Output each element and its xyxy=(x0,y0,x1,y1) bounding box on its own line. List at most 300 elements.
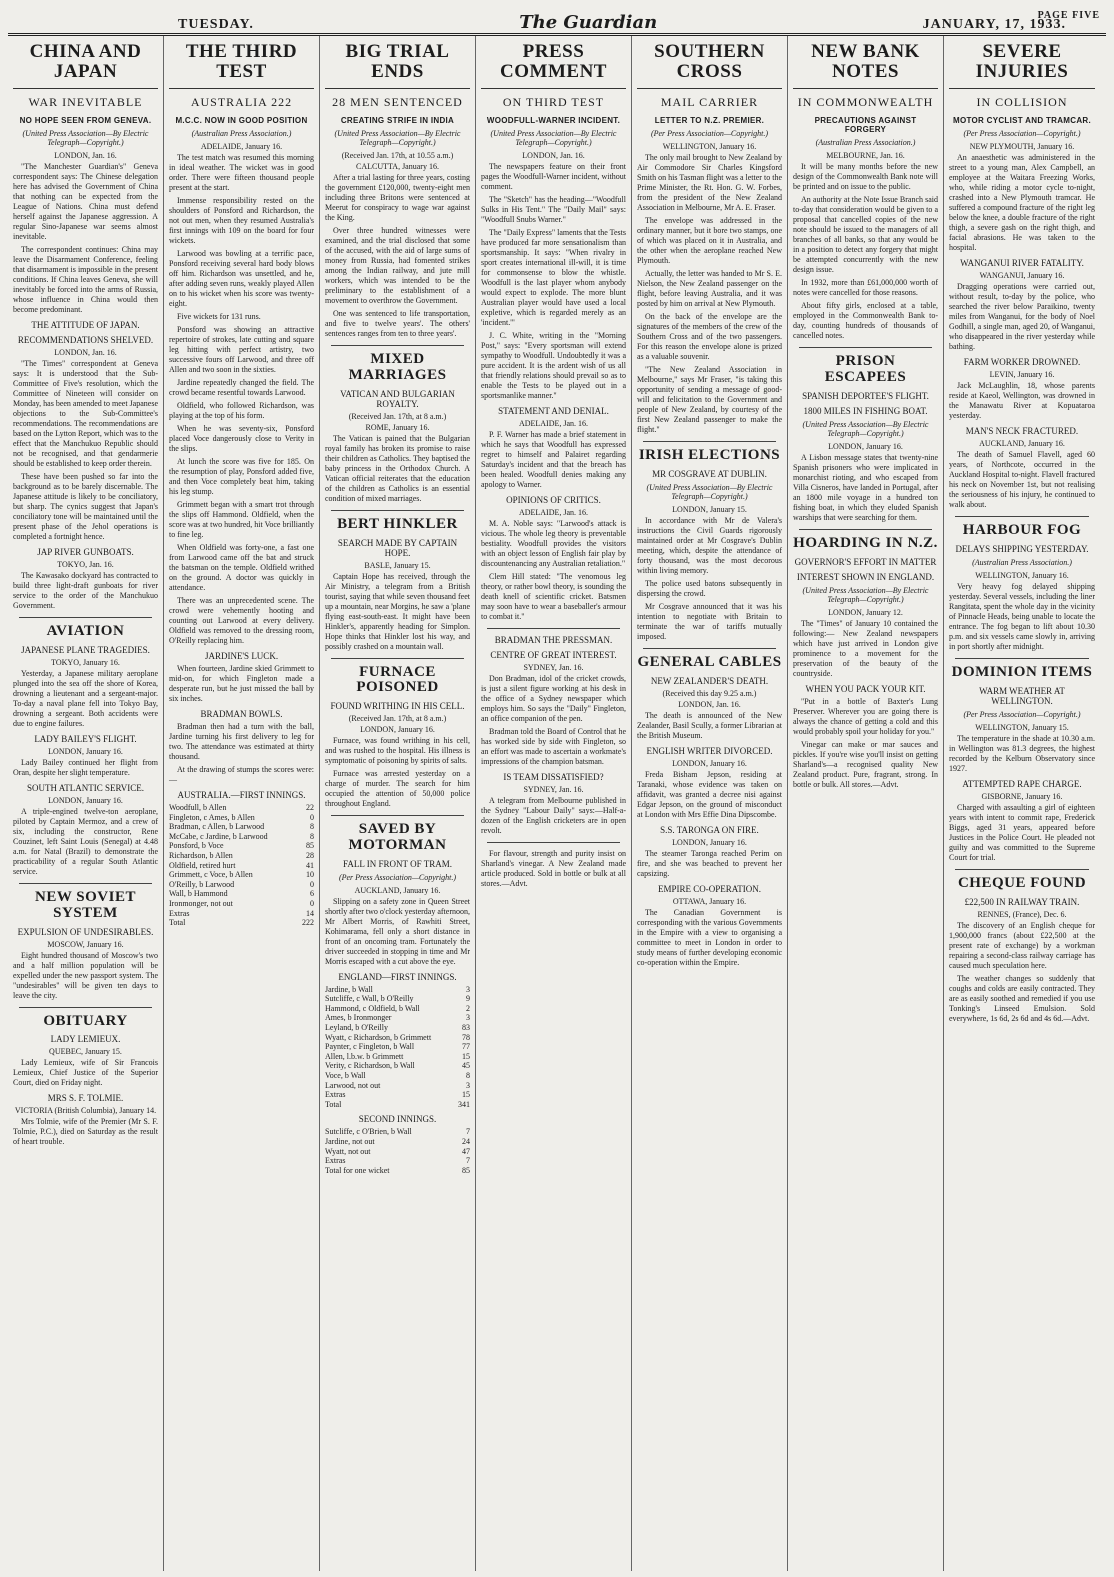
score-batsman: Ponsford, b Voce xyxy=(169,841,224,851)
wire-credit: (Australian Press Association.) xyxy=(972,557,1072,567)
headline: BIG TRIAL ENDS xyxy=(325,42,470,89)
paragraph: P. F. Warner has made a brief statement in which he says that Woodfull has expressed regret to himself and Palairet regarding Saturday's incident and that the breach has been healed. Woodfull denies making any apology to Warner. xyxy=(481,430,626,490)
score-row xyxy=(169,832,314,842)
score-batsman: Wall, b Hammond xyxy=(169,889,228,899)
score-batsman: Wyatt, c Richardson, b Grimmett xyxy=(325,1032,432,1042)
wire-credit: (United Press Association—By Electric Telegraph—Copyright.) xyxy=(22,128,149,148)
dateline: LONDON, Jan. 16. xyxy=(54,348,117,358)
divider xyxy=(955,516,1089,517)
headline: MIXED MARRIAGES xyxy=(348,351,447,383)
headline: FURNACE POISONED xyxy=(356,663,439,696)
score-batsman: O'Reilly, b Larwood xyxy=(169,879,235,889)
score-runs: 22 xyxy=(306,803,314,813)
paragraph: At the drawing of stumps the scores were:— xyxy=(169,765,314,785)
paragraph: The Vatican is pained that the Bulgarian royal family has broken its promise to raise their children as Catholics. They baptised the baby princess in the Orthodox Church. A Vatican official reiterates that the education of the children as Catholics is an essential condition of mixed marriages. xyxy=(325,433,470,503)
score-runs: 7 xyxy=(466,1127,470,1137)
wire-credit: (Australian Press Association.) xyxy=(815,137,916,147)
paragraph: In 1932, more than £61,000,000 worth of notes were cancelled for those reasons. xyxy=(793,278,938,298)
paragraph: Actually, the letter was handed to Mr S. E. Nielson, the New Zealand passenger on the flight, before leaving Australia, and it was posted by him on arrival at New Plymouth. xyxy=(637,269,782,309)
headline: OBITUARY xyxy=(43,1012,128,1029)
scorecard xyxy=(325,985,470,1110)
dateline: LONDON, Jan. 16. xyxy=(54,151,117,161)
divider xyxy=(643,441,776,442)
advertisement: The weather changes so suddenly that coughs and colds are easily contracted. They are as easily soothed and remedied if you use Tonking's Linseed Emulsion. Sold everywhere, 1s 6d, 2s 6d and 4s 6d.—Advt. xyxy=(949,973,1095,1023)
paragraph: The "Sketch" has the heading—"Woodfull Sulks in His Tent." The "Daily Mail" says: "Woodfull Snubs Warner." xyxy=(481,195,626,225)
score-runs: 8 xyxy=(310,831,314,841)
paragraph: After a trial lasting for three years, costing the government £120,000, twenty-eight men including three Britons were sentenced at Meerut for conspiracy to wage war against the King. xyxy=(325,173,470,223)
divider xyxy=(19,617,152,618)
score-runs: 15 xyxy=(462,1051,470,1061)
subheadline: AUSTRALIA 222 xyxy=(190,94,293,109)
paragraph: Bradman told the Board of Control that he has worked side by side with Fingleton, so an effort was made to ascertain a workmate's impressions of the champion batsman. xyxy=(481,727,626,767)
dateline: (Received this day 9.25 a.m.) xyxy=(662,688,757,698)
paragraph: About fifty girls, enclosed at a table, employed in the Commonwealth Bank to-day, counting hundreds of thousands of cancelled notes. xyxy=(793,301,938,341)
score-row xyxy=(169,841,314,851)
dateline: (Received Jan. 17th, at 8 a.m.) xyxy=(348,714,447,723)
paragraph: The death of Samuel Flavell, aged 60 years, of Northcote, occurred in the Auckland Hospital to-night. Flavell fractured his neck on November 1st, but not realising the seriousness of his injury, he continued to walk about. xyxy=(949,450,1095,510)
score-row xyxy=(325,1061,470,1071)
score-batsman: Total for one wicket xyxy=(325,1165,390,1175)
score-row xyxy=(169,889,314,899)
dateline: SYDNEY, Jan. 16. xyxy=(523,663,584,673)
paragraph: The death is announced of the New Zealander, Basil Scully, a former Librarian at the British Museum. xyxy=(637,710,782,740)
headline: SOUTHERN CROSS xyxy=(637,42,782,89)
headline: CHINA AND JAPAN xyxy=(13,42,158,89)
section-heading: LADY BAILEY'S FLIGHT. xyxy=(34,734,137,744)
score-batsman: Woodfull, b Allen xyxy=(169,803,227,813)
paragraph: Bradman then had a turn with the ball, Jardine turning his first delivery to leg for two. The attendance was estimated at thirty thousand. xyxy=(169,722,314,762)
score-runs: 8 xyxy=(466,1071,470,1081)
score-batsman: Leyland, b O'Reilly xyxy=(325,1023,388,1033)
score-row xyxy=(325,1033,470,1043)
subheadline-small: M.C.C. NOW IN GOOD POSITION xyxy=(175,115,308,125)
paragraph: Five wickets for 131 runs. xyxy=(177,312,261,322)
divider xyxy=(643,648,776,649)
paragraph: A triple-engined twelve-ton aeroplane, piloted by Captain Mermoz, and a crew of six, including the constructor, Rene Couzinet, left Saint Louis (Senegal) at 4.48 a.m. for Natal (Brazil) to demonstrate the practicability of a regular South Atlantic service. xyxy=(13,807,158,876)
dateline: AUCKLAND, January 16. xyxy=(354,885,441,895)
score-runs: 77 xyxy=(462,1042,470,1052)
advertisement: For flavour, strength and purity insist on Sharland's vinegar. A New Zealand made article produced. Sold in bottle or bulk at all stores.—Advt. xyxy=(481,849,626,889)
wire-credit: (Australian Press Association.) xyxy=(191,128,292,138)
subheadline-small: WOODFULL-WARNER INCIDENT. xyxy=(486,115,621,125)
score-batsman: Extras xyxy=(325,1156,346,1166)
subheadline-small: LETTER TO N.Z. PREMIER. xyxy=(654,115,765,125)
paragraph: The envelope was addressed in the ordinary manner, but it bore two stamps, one of which was placed on it in Australia, and the other when the aeroplane reached New Plymouth. xyxy=(637,216,782,266)
dateline: SYDNEY, Jan. 16. xyxy=(523,785,584,795)
divider xyxy=(331,815,464,816)
paragraph: The Kawasako dockyard has contracted to build three light-draft gunboats for river service to the order of the Manchukuo Government. xyxy=(13,571,158,611)
dateline: RENNES, (France), Dec. 6. xyxy=(977,909,1067,919)
dateline: CALCUTTA, January 16. xyxy=(356,162,439,172)
paragraph: Larwood was bowling at a terrific pace, Ponsford receiving several hard body blows off him. Richardson was unsettled, and he, after adding seven runs, weakly played Allen on to his wicket when his score was twenty-eight. xyxy=(169,249,314,309)
section-subheading: RECOMMENDATIONS SHELVED. xyxy=(17,335,154,346)
paragraph: When fourteen, Jardine skied Grimmett to mid-on, for which Fingleton made a desperate run, but he just missed the ball by six inches. xyxy=(169,664,314,704)
score-row xyxy=(325,1071,470,1081)
score-row xyxy=(169,899,314,909)
paragraph: Jardine repeatedly changed the field. The crowd became resentful towards Larwood. xyxy=(169,378,314,398)
score-batsman: Jardine, not out xyxy=(325,1137,375,1146)
paragraph: "The New Zealand Association in Melbourne," says Mr Fraser, "is taking this opportunity of sending a message of good-will and felicitation to the Government and people of New Zealand, by courtesy of the first New Zealand passenger to make the flight." xyxy=(637,365,782,435)
paragraph: The steamer Taronga reached Perim on fire, and she was beached to prevent her capsizing. xyxy=(637,848,782,878)
paragraph: These have been pushed so far into the background as to be barely discernable. The Japanese attitude is likely to be conciliatory, but sharp. The cynics suggest that Japan's conciliatory tone will be maintained until the present phase of the Jehol operations is completed a fortnight hence. xyxy=(13,472,158,542)
section-heading: BRADMAN THE PRESSMAN. xyxy=(494,635,613,646)
paragraph: Eight hundred thousand of Moscow's two and a half million population will be expelled under the new passport system. The "undesirables" will be given ten days to leave the city. xyxy=(13,950,158,1000)
section-subheading: 1800 MILES IN FISHING BOAT. xyxy=(803,405,928,416)
dateline: LEVIN, January 16. xyxy=(989,370,1055,380)
wire-credit: (United Press Association—By Electric Telegraph—Copyright.) xyxy=(802,585,929,604)
paragraph: Grimmett began with a smart trot through the slips off Hammond. Oldfield, when the score was at two hundred, hit Voce brilliantly to fine leg. xyxy=(169,500,315,540)
headline: CHEQUE FOUND xyxy=(957,874,1087,891)
wire-credit: (United Press Association—By Electric Telegraph—Copyright.) xyxy=(802,419,929,438)
score-batsman: Hammond, c Oldfield, b Wall xyxy=(325,1003,420,1013)
paragraph: A Lisbon message states that twenty-nine Spanish prisoners who were implicated in monarchist rioting, and who escaped from Villa Cisneros, have landed in Portugal, after an 1800 mile voyage in a hundred ton fishing boat, in which they eluded Spanish warships that were searching for them. xyxy=(793,452,938,522)
column-6 xyxy=(788,36,944,1571)
headline: HOARDING IN N.Z. xyxy=(793,534,938,551)
paragraph: In accordance with Mr de Valera's instructions the Civil Guards rigorously maintained order at Mr Cosgrave's Dublin meeting, which, despite the attendance of forty thousand, was the most decorous within living memory. xyxy=(637,516,782,576)
score-batsman: Extras xyxy=(325,1090,346,1100)
paragraph: Furnace, was found writhing in his cell, and was rushed to the hospital. His illness is symptomatic of poisoning by spirits of salts. xyxy=(325,736,470,765)
score-runs: 85 xyxy=(462,1165,470,1175)
score-row xyxy=(169,813,314,823)
dateline: LONDON, January 16. xyxy=(828,441,903,451)
score-runs: 222 xyxy=(302,918,314,928)
dateline: ADELAIDE, January 16. xyxy=(200,142,283,152)
headline: THE THIRD TEST xyxy=(169,42,314,89)
scorecard xyxy=(169,803,314,928)
subheadline-small: PRECAUTIONS AGAINST FORGERY xyxy=(814,115,917,134)
score-batsman: Voce, b Wall xyxy=(325,1071,366,1081)
dateline: LONDON, January 15. xyxy=(672,505,747,515)
divider xyxy=(331,510,464,511)
dateline: LONDON, January 12. xyxy=(828,608,903,618)
headline: IRISH ELECTIONS xyxy=(638,447,781,464)
divider xyxy=(799,529,932,530)
advertisement: Vinegar can make or mar sauces and pickles. If you're wise you'll insist on getting Sharland's—a recognised quality New Zealand product. Pure, fragrant, strong. In bottle or bulk. All stores.—Advt. xyxy=(793,740,938,790)
subheadline: ON THIRD TEST xyxy=(502,94,605,109)
divider xyxy=(799,347,932,348)
paragraph: Oldfield, who followed Richardson, was playing at the top of his form. xyxy=(169,401,314,421)
wire-credit: (Per Press Association—Copyright.) xyxy=(650,128,769,138)
paragraph: "The Times" correspondent at Geneva says: It is understood that the Sub-Committee of Five's resolution, which the Committee of Nineteen will consider on Monday, has been amended to meet Japanese objections to the Sub-Committee's recommendations. The recommendations are based on the Lytton Report, which was to the effect that the Manchukuo Republic should not be recognised, and that gendarmerie should be established to keep order therein. xyxy=(13,359,158,469)
score-batsman: Verity, c Richardson, b Wall xyxy=(325,1061,415,1071)
score-runs: 0 xyxy=(310,899,314,908)
section-heading: STATEMENT AND DENIAL. xyxy=(498,406,609,417)
subheadline: WAR INEVITABLE xyxy=(28,94,143,109)
section-heading: IS TEAM DISSATISFIED? xyxy=(503,772,604,783)
score-row xyxy=(169,851,314,861)
column-1 xyxy=(8,36,164,1571)
section-heading: S.S. TARONGA ON FIRE. xyxy=(660,824,759,835)
score-batsman: Extras xyxy=(169,908,190,918)
paragraph: Immense responsibility rested on the shoulders of Ponsford and Richardson, the not out men, when they resumed Australia's first innings with 109 on the board for four wickets. xyxy=(169,196,314,246)
score-row xyxy=(325,1052,470,1062)
paragraph: Freda Bisham Jepson, residing at Taranaki, whose evidence was taken on affidavit, was granted a decree nisi against Edgar Jepson, on the ground of misconduct at London with Mrs Effie Dina Dipscombe. xyxy=(637,769,782,819)
score-row xyxy=(325,994,470,1004)
score-batsman: Jardine, b Wall xyxy=(325,984,373,994)
score-batsman: Bradman, c Allen, b Larwood xyxy=(169,822,265,832)
score-runs: 47 xyxy=(462,1146,470,1156)
dateline: (Received Jan. 17th, at 10.55 a.m.) xyxy=(341,151,454,161)
score-runs: 28 xyxy=(306,851,314,861)
score-row xyxy=(169,870,314,880)
headline: DOMINION ITEMS xyxy=(951,664,1093,680)
headline: NEW SOVIET SYSTEM xyxy=(34,889,136,921)
section-heading: OPINIONS OF CRITICS. xyxy=(506,495,601,506)
dateline: ROME, January 16. xyxy=(365,422,430,432)
score-row xyxy=(325,1166,470,1176)
section-subheading: SPANISH DEPORTEE'S FLIGHT. xyxy=(802,390,929,401)
headline: PRESS COMMENT xyxy=(481,42,626,89)
paragraph: Slipping on a safety zone in Queen Street shortly after two o'clock yesterday afternoon, Mr Albert Morris, of Rawhiti Street, Kohimarama, fell only a short distance in front of an oncoming tram. Fortunately the driver succeeded in stopping in time and Mr Morris escaped with a cut above the eye. xyxy=(325,896,470,966)
subheadline: IN COMMONWEALTH xyxy=(797,94,934,109)
scorecard-title: ENGLAND—FIRST INNINGS. xyxy=(338,971,457,982)
section-subheading: EXPULSION OF UNDESIRABLES. xyxy=(17,926,154,937)
dateline: LONDON, Jan. 16. xyxy=(522,151,585,161)
subheadline-small: MOTOR CYCLIST AND TRAMCAR. xyxy=(952,115,1091,125)
score-batsman: Grimmett, c Voce, b Allen xyxy=(169,870,253,880)
dateline: OTTAWA, January 16. xyxy=(672,896,747,906)
section-subheading: JAPANESE PLANE TRAGEDIES. xyxy=(21,645,150,655)
section-heading: THE ATTITUDE OF JAPAN. xyxy=(31,320,140,331)
masthead-day: TUESDAY. xyxy=(178,17,254,32)
section-heading: SOUTH ATLANTIC SERVICE. xyxy=(26,783,145,793)
paragraph: The newspapers feature on their front pages the Woodfull-Warner incident, without comment. xyxy=(481,162,626,192)
paragraph: "The Manchester Guardian's" Geneva correspondent says: The Chinese delegation here has advised the Government of China that nothing can be expected from the League of Nations. China must defend herself against the Japanese aggression. A regular Sino-Japanese war seems almost inevitable. xyxy=(13,162,158,242)
score-runs: 7 xyxy=(466,1156,470,1166)
headline: NEW BANK NOTES xyxy=(793,42,938,89)
wire-credit: (Per Press Association—Copyright.) xyxy=(963,128,1081,138)
subheadline-small: NO HOPE SEEN FROM GENEVA. xyxy=(19,115,152,125)
scorecard-title: AUSTRALIA.—FIRST INNINGS. xyxy=(177,790,306,801)
score-batsman: Sutcliffe, c O'Brien, b Wall xyxy=(325,1127,412,1137)
score-runs: 15 xyxy=(462,1090,470,1100)
paragraph: Charged with assaulting a girl of eighteen years with intent to commit rape, Frederick Biggs, aged 31 years, appeared before Justices in the Police Court. He pleaded not guilty and was committed to the Supreme Court for trial. xyxy=(949,802,1095,862)
dateline: VICTORIA (British Columbia), January 14. xyxy=(14,1106,157,1116)
paragraph: The "Daily Express" laments that the Tests have produced far more sensationalism than sportsmanship. It says: "When rivalry in sport creates international ill-will, it is time for commonsense to blow the whistle. Woodfull is the last player whom anybody would expect to explode. The more blunt Australian player would have used a local expletive, which is regarded merely as an 'incident.'" xyxy=(481,228,626,328)
paragraph: Very heavy fog delayed shipping yesterday. Several vessels, including the liner Rangitata, spent the whole day in the vicinity of Pinnacle Heads, being unable to locate the entrance. The fog began to lift about 10.30 p.m. and six vessels came slowly in, arriving in port shortly after midnight. xyxy=(949,582,1095,651)
score-row xyxy=(169,861,314,871)
section-subheading: £22,500 IN RAILWAY TRAIN. xyxy=(964,896,1080,907)
dateline: LONDON, January 16. xyxy=(672,837,747,847)
paragraph: It will be many months before the new design of the Commonwealth Bank note will be printed and on issue to the public. xyxy=(793,162,938,192)
section-subheading: FALL IN FRONT OF TRAM. xyxy=(343,858,452,869)
score-batsman: McCabe, c Jardine, b Larwood xyxy=(169,831,268,841)
score-row xyxy=(169,909,314,919)
score-batsman: Sutcliffe, c Wall, b O'Reilly xyxy=(325,994,414,1004)
section-subheading: WARM WEATHER AT WELLINGTON. xyxy=(979,685,1065,706)
dateline: WANGANUI, January 16. xyxy=(979,271,1065,281)
section-heading: WHEN YOU PACK YOUR KIT. xyxy=(805,684,926,695)
score-row xyxy=(325,1004,470,1014)
paragraph: The temperature in the shade at 10.30 a.m. in Wellington was 81.3 degrees, the highest recorded by the Kelburn Observatory since 1927. xyxy=(949,733,1095,773)
paragraph: The "Times" of January 10 contained the following:— New Zealand newspapers which have just arrived in London give prominence to a movement for the preservation of the beauty of the countryside. xyxy=(793,619,938,679)
headline: SAVED BY MOTORMAN xyxy=(348,821,447,853)
score-batsman: Wyatt, not out xyxy=(325,1146,371,1156)
paragraph: When he was seventy-six, Ponsford placed Voce dangerously close to Verity in the slips. xyxy=(169,424,314,454)
score-row xyxy=(169,822,314,832)
score-runs: 45 xyxy=(462,1061,470,1071)
section-subheading: LADY LEMIEUX. xyxy=(50,1034,121,1045)
score-runs: 24 xyxy=(462,1137,470,1146)
divider xyxy=(19,1007,152,1008)
dateline: GISBORNE, January 16. xyxy=(981,791,1063,801)
score-row xyxy=(325,1013,470,1023)
subheadline: MAIL CARRIER xyxy=(660,94,759,109)
score-runs: 341 xyxy=(458,1099,470,1109)
paragraph: Captain Hope has received, through the Air Ministry, a telegram from a British tourist, saying that while seven thousand feet up a mountain, near Morgins, he saw a 'plane flying east-south-east. It might have been Hinkler's, apparently heading for Simplon. Hope thinks that Hinkler lost his way, and possibly crashed on a mountain wall. xyxy=(325,571,470,651)
score-row xyxy=(169,918,314,928)
divider xyxy=(331,658,464,659)
section-subheading: CENTRE OF GREAT INTEREST. xyxy=(490,650,617,661)
dateline: ADELAIDE, Jan. 16. xyxy=(518,419,589,429)
dateline: WELLINGTON, January 16. xyxy=(662,142,757,152)
dateline: WELLINGTON, January 15. xyxy=(975,722,1069,732)
section-subheading: GOVERNOR'S EFFORT IN MATTER xyxy=(794,556,937,567)
divider xyxy=(19,883,152,884)
dateline: LONDON, Jan. 16. xyxy=(678,699,741,709)
headline: AVIATION xyxy=(46,623,125,640)
paragraph: The discovery of an English cheque for 1,900,000 francs (about £22,500 at the present rate of exchange) by a workman repairing a second-class railway carriage has caused much speculation here. xyxy=(949,920,1095,970)
dateline: AUCKLAND, January 16. xyxy=(979,439,1065,449)
divider xyxy=(955,869,1089,870)
paragraph: Don Bradman, idol of the cricket crowds, is just a silent figure working at his desk in the office of a Sydney newspaper which employs him. So says the "Daily" Fingleton, an office companion of the pen. xyxy=(481,674,626,724)
paragraph: Mr Cosgrave announced that it was his intention to negotiate with Britain to terminate the war of tariffs mutually imposed. xyxy=(637,602,782,642)
paragraph: At lunch the score was five for 185. On the resumption of play, Ponsford added five, and then Voce completely beat him, taking his leg stump. xyxy=(169,457,314,497)
score-runs: 3 xyxy=(466,1013,470,1023)
masthead xyxy=(8,6,1106,36)
score-batsman: Oldfield, retired hurt xyxy=(169,860,236,870)
score-row xyxy=(325,1090,470,1100)
dateline: TOKYO, January 16. xyxy=(51,658,120,667)
paragraph: An authority at the Note Issue Branch said to-day that consideration would be given to a proposal that cancelled copies of the new note should be issued to the managers of all branches of all banks, so that any would be in a position to detect any forgery that might be attempted concurrently with the new design issue. xyxy=(793,195,938,275)
masthead-date: JANUARY, 17, 1933. xyxy=(922,17,1066,32)
score-runs: 0 xyxy=(310,879,314,889)
score-batsman: Ames, b Ironmonger xyxy=(325,1013,392,1023)
dateline: (Received Jan. 17th, at 8 a.m.) xyxy=(348,411,447,421)
section-heading: MAN'S NECK FRACTURED. xyxy=(965,426,1079,437)
wire-credit: (United Press Association—By Electric Telegraph—Copyright.) xyxy=(334,128,461,148)
score-runs: 3 xyxy=(466,984,470,994)
column-5 xyxy=(632,36,788,1571)
score-runs: 9 xyxy=(466,994,470,1004)
paragraph: Yesterday, a Japanese military aeroplane plunged into the sea off the shore of Korea, drowning a lieutenant and a sergeant-major. To-day a naval plane fell into Tokyo Bay, drowning a sergeant. Both accidents were due to engine failures. xyxy=(13,669,158,728)
headline: BERT HINKLER xyxy=(337,515,458,532)
column-4 xyxy=(476,36,632,1571)
subheadline: IN COLLISION xyxy=(976,94,1068,109)
wire-credit: (United Press Association—By Electric Telegraph—Copyright.) xyxy=(646,482,773,501)
dateline: LONDON, January 16. xyxy=(48,747,123,756)
subheadline-small: CREATING STRIFE IN INDIA xyxy=(340,115,455,125)
wire-credit: (United Press Association—By Electric Telegraph—Copyright.) xyxy=(490,128,617,148)
column-7 xyxy=(944,36,1100,1571)
scorecard-title: SECOND INNINGS. xyxy=(358,1114,437,1125)
score-row xyxy=(325,1156,470,1166)
dateline: MELBOURNE, Jan. 16. xyxy=(826,151,905,161)
score-runs: 10 xyxy=(306,870,314,880)
section-heading: MRS S. F. TOLMIE. xyxy=(47,1093,124,1104)
paragraph: J. C. White, writing in the "Morning Post," says: "Every sportsman will extend sympathy to Woodfull. Undoubtedly it was a pure accident. It is the ardent wish of us all that friendly relations should prevail so as to enable the Tests to be played out in a sportsmanlike manner." xyxy=(481,331,626,401)
dateline: NEW PLYMOUTH, January 16. xyxy=(969,142,1075,152)
paragraph: There was an unprecedented scene. The crowd were vehemently hooting and counting out Larwood at every delivery. Oldfield was removed to the dressing room, O'Reilly replacing him. xyxy=(169,596,314,646)
headline: SEVERE INJURIES xyxy=(949,42,1095,89)
paragraph: An anaesthetic was administered in the street to a young man, Alex Campbell, an employee at the Waitara Freezing Works, who, while riding a motor cycle to-night, crashed into a New Plymouth tramcar. He suffered a compound fracture of the right leg below the knee, a double fracture of the right thigh, a severe gash on the right thigh, and facial abrasions. He was taken to the hospital. xyxy=(949,153,1095,253)
masthead-page-number: PAGE FIVE xyxy=(1037,10,1100,21)
divider xyxy=(487,628,620,629)
paragraph: Jack McLaughlin, 18, whose parents reside at Kaeol, Wellington, was drowned in the Manawatu River at Kopuataroa yesterday. xyxy=(949,381,1095,421)
score-batsman: Larwood, not out xyxy=(325,1080,381,1090)
section-heading: FARM WORKER DROWNED. xyxy=(963,357,1081,368)
section-subheading: VATICAN AND BULGARIAN ROYALTY. xyxy=(340,388,455,409)
paragraph: The Canadian Government is corresponding with the various Governments in the Empire with a view to organising a committee to meet in London in order to study means of further developing economic co-operation within the Empire. xyxy=(637,907,782,967)
score-runs: 8 xyxy=(310,822,314,832)
section-subheading: INTEREST SHOWN IN ENGLAND. xyxy=(796,571,935,582)
dateline: MOSCOW, January 16. xyxy=(47,939,124,949)
section-subheading: MR COSGRAVE AT DUBLIN. xyxy=(652,468,767,479)
paragraph: M. A. Noble says: "Larwood's attack is vicious. The whole leg theory is preventable bestiality. Woodfull provides the visitors with an object lesson of English fair play by discountenancing any Australian retaliation." xyxy=(481,519,626,569)
score-row xyxy=(169,880,314,890)
paragraph: Clem Hill stated: "The venomous leg theory, or rather bowl theory, is sounding the death knell of scientific cricket. Batsmen may soon have to wear a baseballer's armour to combat it." xyxy=(481,572,626,622)
headline: PRISON ESCAPEES xyxy=(824,353,907,385)
paragraph: One was sentenced to life transportation, and five to twelve years'. The others' sentences ranges from ten to three years'. xyxy=(325,309,470,339)
score-row xyxy=(325,1100,470,1110)
dateline: BASLE, January 15. xyxy=(364,560,431,570)
dateline: QUEBEC, January 15. xyxy=(49,1047,122,1057)
score-runs: 85 xyxy=(306,841,314,851)
dateline: TOKYO, Jan. 16. xyxy=(57,560,114,570)
score-row xyxy=(325,1137,470,1147)
score-runs: 6 xyxy=(310,889,314,899)
score-row xyxy=(325,1023,470,1033)
column-2 xyxy=(164,36,320,1571)
headline: GENERAL CABLES xyxy=(637,654,782,671)
wire-credit: (Per Press Association—Copyright.) xyxy=(963,709,1081,719)
paragraph: The police used batons subsequently in dispersing the crowd. xyxy=(637,579,782,599)
paragraph: On the back of the envelope are the signatures of the members of the crew of the Southern Cross and of the two passengers. For this reason the envelope alone is prized as a valuable souvenir. xyxy=(637,312,782,362)
masthead-paper-title: The Guardian xyxy=(519,12,658,33)
headline: HARBOUR FOG xyxy=(962,522,1082,539)
subheadline: 28 MEN SENTENCED xyxy=(332,94,463,109)
section-subheading: FOUND WRITHING IN HIS CELL. xyxy=(330,701,465,711)
divider xyxy=(331,345,464,346)
paragraph: The only mail brought to New Zealand by Air Commodore Sir Charles Kingsford Smith on his Tasman flight was a letter to the Prime Minister, the Rt. Hon. G. W. Forbes, from the president of the New Zealand Association in Melbourne, Mr A. E. Fraser. xyxy=(637,153,782,213)
score-runs: 41 xyxy=(306,860,314,870)
paragraph: Lady Lemieux, wife of Sir Francois Lemieux, Chief Justice of the Superior Court, died on Friday night. xyxy=(13,1058,158,1088)
paragraph: Ponsford was showing an attractive repertoire of strokes, late cutting and square leg hitting with perfect artistry, two successive fours off Larwood, and three off Allen and two soon in the sixties. xyxy=(169,325,314,375)
score-batsman: Total xyxy=(169,918,186,928)
section-heading: ATTEMPTED RAPE CHARGE. xyxy=(962,778,1082,789)
section-subheading: NEW ZEALANDER'S DEATH. xyxy=(650,675,769,686)
score-batsman: Paynter, c Fingleton, b Wall xyxy=(325,1042,415,1052)
score-runs: 14 xyxy=(306,908,314,918)
score-row xyxy=(325,985,470,995)
section-heading: EMPIRE CO-OPERATION. xyxy=(657,883,761,894)
paragraph: The correspondent continues: China may leave the Disarmament Conference, feeling that disarmament is impossible in the present conditions. If China leaves Geneva, she will inevitably be forced into the arms of Russia, whose influence in China would then become predominant. xyxy=(13,245,158,315)
paragraph: Furnace was arrested yesterday on a charge of murder. The search for him occupied the attention of 50,000 police throughout England. xyxy=(325,769,470,808)
score-batsman: Ironmonger, not out xyxy=(169,899,233,908)
paragraph: The test match was resumed this morning in ideal weather. The wicket was in good order. There were fifteen thousand people present at the start. xyxy=(169,153,314,193)
score-row xyxy=(325,1081,470,1091)
section-heading: BRADMAN BOWLS. xyxy=(200,709,283,720)
column-3 xyxy=(320,36,476,1571)
section-heading: JARDINE'S LUCK. xyxy=(204,651,279,662)
paragraph: Over three hundred witnesses were examined, and the trial disclosed that some of the accused, with the aid of large sums of money from Russia, had fomented strikes among the Indian railway, and jute mill workers, which was intended to be the preliminary to the establishment of a movement to overthrow the Government. xyxy=(325,226,470,306)
wire-credit: (Per Press Association—Copyright.) xyxy=(338,872,457,882)
dateline: ADELAIDE, Jan. 16. xyxy=(518,508,589,518)
score-batsman: Total xyxy=(325,1099,342,1109)
columns xyxy=(8,36,1106,1571)
score-batsman: Fingleton, c Ames, b Allen xyxy=(169,812,255,822)
dateline: LONDON, January 16. xyxy=(360,725,435,734)
